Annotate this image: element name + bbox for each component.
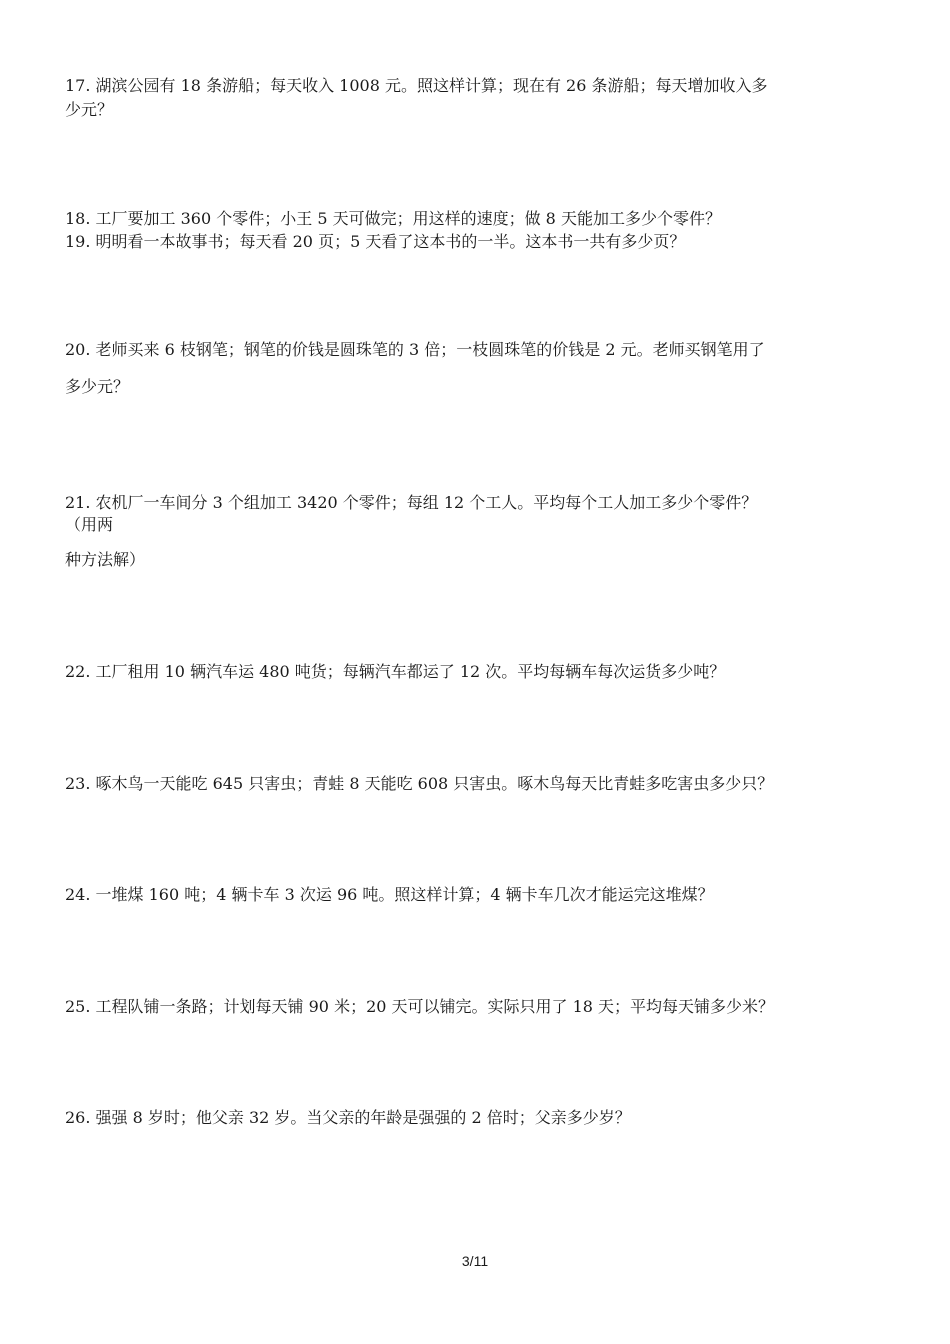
- problem-17-line-1: 17. 湖滨公园有 18 条游船；每天收入 1008 元。照这样计算；现在有 26 条游船；每天增加收入多: [65, 76, 768, 95]
- problem-26-line-1: 26. 强强 8 岁时；他父亲 32 岁。当父亲的年龄是强强的 2 倍时；父亲多少岁？: [65, 1108, 631, 1127]
- problem-18-line-1: 18. 工厂要加工 360 个零件；小王 5 天可做完；用这样的速度；做 8 天能加工多少个零件？: [65, 209, 721, 228]
- problem-25-line-1: 25. 工程队铺一条路；计划每天铺 90 米；20 天可以铺完。实际只用了 18 天；平均每天铺多少米？: [65, 997, 775, 1016]
- problem-21-line-1: 21. 农机厂一车间分 3 个组加工 3420 个零件；每组 12 个工人。平均每个工人加工多少个零件？: [65, 493, 758, 512]
- problem-24-line-1: 24. 一堆煤 160 吨；4 辆卡车 3 次运 96 吨。照这样计算；4 辆卡车几次才能运完这堆煤？: [65, 885, 714, 904]
- problem-23-line-1: 23. 啄木鸟一天能吃 645 只害虫；青蛙 8 天能吃 608 只害虫。啄木鸟每天比青蛙多吃害虫多少只？: [65, 774, 774, 793]
- problem-21-line-3: 种方法解）: [65, 550, 146, 569]
- problem-17-line-2: 少元？: [65, 100, 114, 119]
- problem-20-line-2: 多少元？: [65, 377, 130, 396]
- page-number: 3/11: [461, 1253, 489, 1269]
- problem-21-line-2: （用两: [65, 515, 114, 534]
- problem-19-line-1: 19. 明明看一本故事书；每天看 20 页；5 天看了这本书的一半。这本书一共有多少页？: [65, 232, 686, 251]
- problem-22-line-1: 22. 工厂租用 10 辆汽车运 480 吨货；每辆汽车都运了 12 次。平均每辆车每次运货多少吨？: [65, 662, 726, 681]
- problem-20-line-1: 20. 老师买来 6 枝钢笔；钢笔的价钱是圆珠笔的 3 倍；一枝圆珠笔的价钱是 2 元。老师买钢笔用了: [65, 340, 765, 359]
